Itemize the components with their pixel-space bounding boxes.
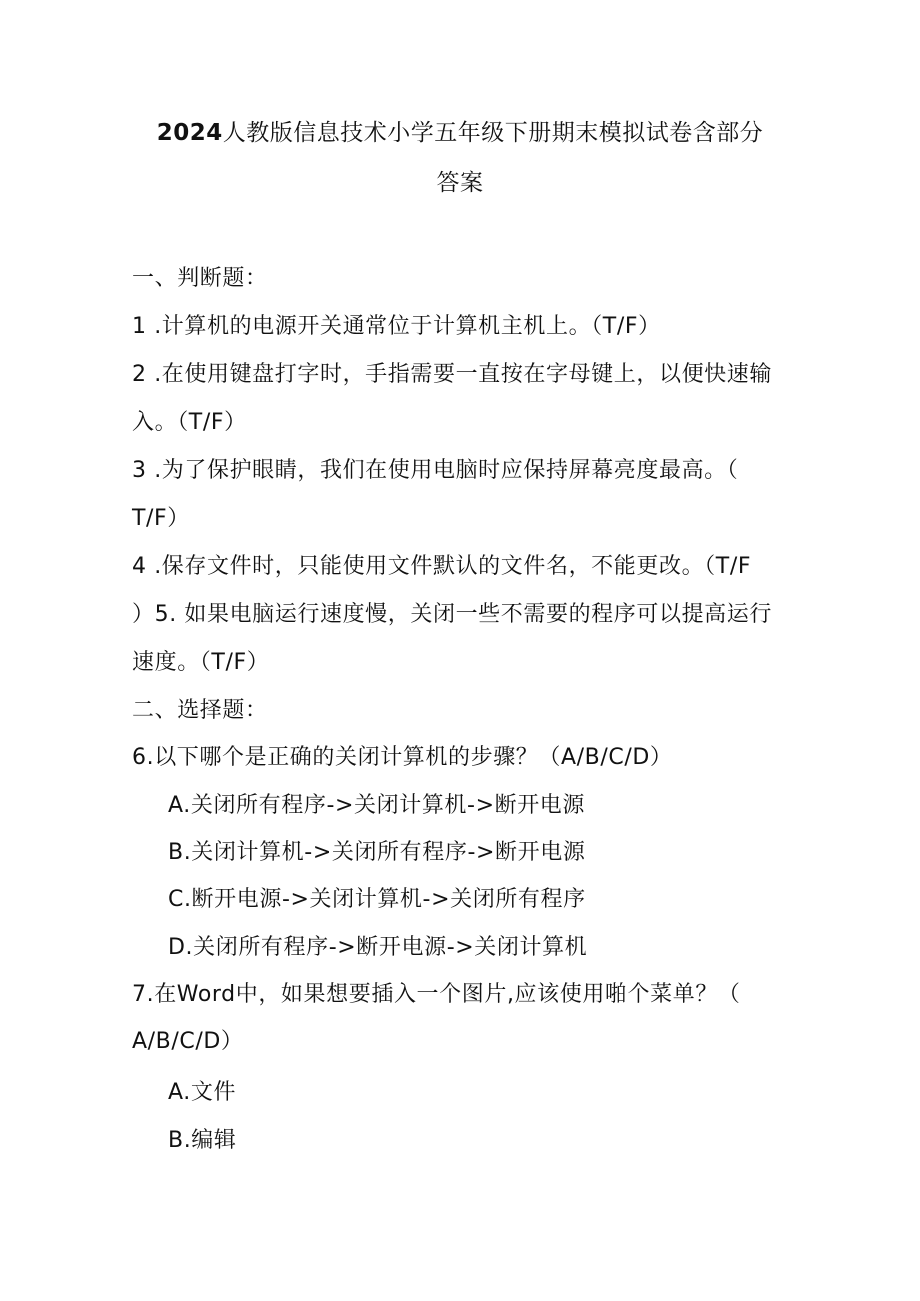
question-6-option-c: C.断开电源->关闭计算机->关闭所有程序: [168, 887, 586, 912]
question-1: 1 .计算机的电源开关通常位于计算机主机上。（T/F）: [132, 314, 661, 339]
title-text: 人教版信息技术小学五年级下册期末模拟试卷含部分: [222, 120, 764, 146]
question-7-option-b: B.编辑: [168, 1128, 237, 1153]
question-2-line-1: 2 .在使用键盘打字时，手指需要一直按在字母键上，以便快速输: [132, 362, 772, 387]
question-6-option-b: B.关闭计算机->关闭所有程序->断开电源: [168, 840, 586, 865]
question-5-line-3: 速度。（T/F）: [132, 650, 270, 675]
question-7-line-2: A/B/C/D）: [132, 1029, 244, 1054]
document-title-line2: 答案: [436, 170, 484, 196]
question-4-line-2: ）5. 如果电脑运行速度慢，关闭一些不需要的程序可以提高运行: [132, 602, 772, 627]
question-6-option-a: A.关闭所有程序->关闭计算机->断开电源: [168, 793, 586, 818]
section-heading-true-false: 一、判断题：: [132, 266, 268, 291]
question-6-option-d: D.关闭所有程序->断开电源->关闭计算机: [168, 935, 588, 960]
question-2-line-2: 入。（T/F）: [132, 410, 247, 435]
question-7-line-1: 7.在Word中，如果想要插入一个图片,应该使用啪个菜单？（: [132, 982, 741, 1007]
question-3-line-2: T/F）: [132, 506, 190, 531]
document-title: [0, 118, 920, 148]
question-6: 6.以下哪个是正确的关闭计算机的步骤？（A/B/C/D）: [132, 745, 673, 770]
title-year: 2024: [156, 120, 223, 146]
section-heading-multiple-choice: 二、选择题：: [132, 698, 268, 723]
question-4-line-1: 4 .保存文件时，只能使用文件默认的文件名，不能更改。（T/F: [132, 554, 752, 579]
question-3-line-1: 3 .为了保护眼睛，我们在使用电脑时应保持屏幕亮度最高。（: [132, 458, 739, 483]
question-7-option-a: A.文件: [168, 1080, 237, 1105]
